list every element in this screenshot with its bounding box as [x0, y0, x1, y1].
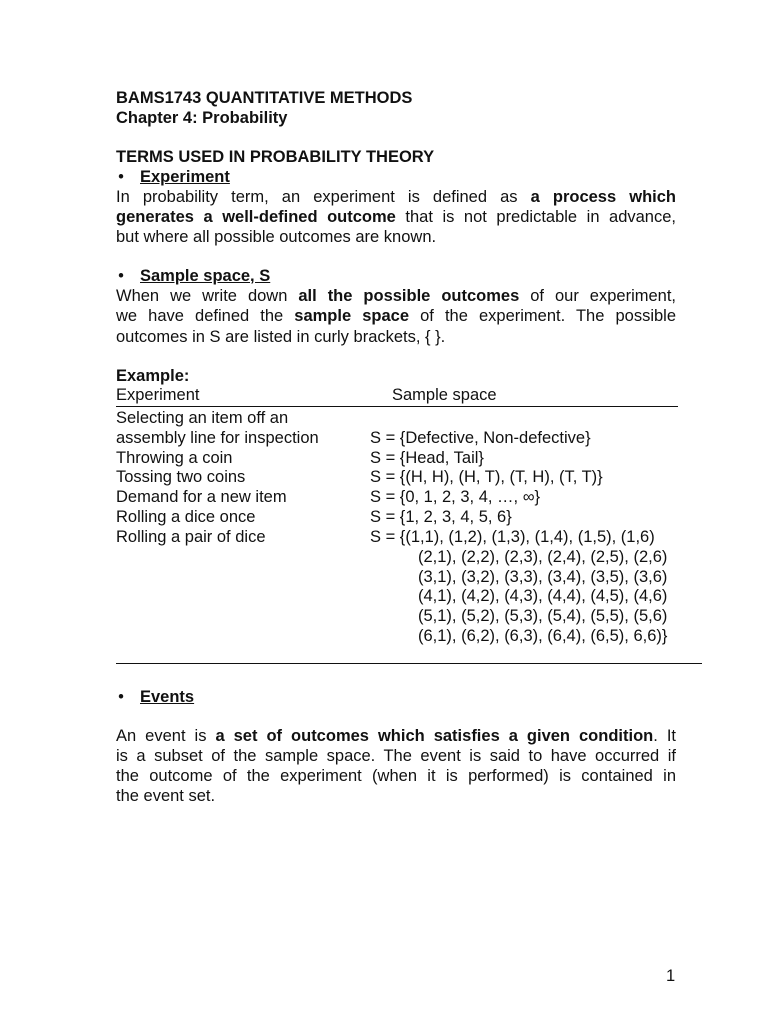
bold-run: a process which	[530, 188, 676, 206]
bold-run: all the possible outcomes	[298, 287, 520, 305]
experiment-heading: Experiment	[140, 168, 230, 186]
column-header-sample-space: Sample space	[392, 386, 497, 404]
bold-run: sample space	[294, 307, 410, 325]
chapter-title: Chapter 4: Probability	[116, 109, 288, 127]
dice-continuation-line: (6,1), (6,2), (6,3), (6,4), (6,5), 6,6)}	[418, 627, 668, 645]
table-row-experiment: Rolling a pair of dice	[116, 528, 266, 546]
experiment-line-1	[116, 187, 676, 207]
text-run: we have defined the	[116, 307, 295, 325]
dice-continuation-line: (2,1), (2,2), (2,3), (2,4), (2,5), (2,6)	[418, 548, 668, 566]
sample-space-line-2	[116, 306, 676, 326]
table-row-experiment: assembly line for inspection	[116, 429, 319, 447]
table-row-sample-space: S = {Defective, Non-defective}	[370, 429, 591, 447]
column-header-experiment: Experiment	[116, 386, 200, 404]
text-run: An event is	[116, 727, 216, 745]
table-row-sample-space: S = {(H, H), (H, T), (T, H), (T, T)}	[370, 468, 603, 486]
text-run: . It	[653, 727, 676, 745]
course-title: BAMS1743 QUANTITATIVE METHODS	[116, 89, 413, 107]
text-run: In probability term, an experiment is defined as	[116, 188, 531, 206]
bold-run: a set of outcomes which satisfies a given condition	[215, 727, 654, 745]
experiment-line-2	[116, 207, 676, 227]
bullet-dot: •	[118, 688, 124, 706]
section-title: TERMS USED IN PROBABILITY THEORY	[116, 148, 435, 166]
bullet-dot: •	[118, 267, 124, 285]
table-bottom-rule	[116, 663, 702, 664]
table-row-sample-space: S = {1, 2, 3, 4, 5, 6}	[370, 508, 512, 526]
page-number: 1	[666, 967, 676, 985]
table-header-rule	[116, 406, 678, 407]
table-row-experiment: Rolling a dice once	[116, 508, 256, 526]
table-row-experiment: Throwing a coin	[116, 449, 233, 467]
events-heading: Events	[140, 688, 195, 706]
text-run: of our experiment,	[519, 287, 676, 305]
table-row-experiment: Tossing two coins	[116, 468, 246, 486]
bullet-dot: •	[118, 168, 124, 186]
table-row-sample-space: S = {Head, Tail}	[370, 449, 484, 467]
table-row-experiment: Demand for a new item	[116, 488, 287, 506]
table-row-sample-space: S = {(1,1), (1,2), (1,3), (1,4), (1,5), (1,6)	[370, 528, 655, 546]
text-run: When we write down	[116, 287, 299, 305]
sample-space-line-3: outcomes in S are listed in curly brackets, { }.	[116, 328, 446, 346]
events-line-2: is a subset of the sample space. The event is said to have occurred if	[116, 747, 676, 765]
events-line-4: the event set.	[116, 787, 216, 805]
text-run: of the experiment. The possible	[409, 307, 677, 325]
experiment-line-3: but where all possible outcomes are known.	[116, 228, 437, 246]
example-label: Example:	[116, 367, 190, 385]
events-line-3: the outcome of the experiment (when it is performed) is contained in	[116, 767, 676, 785]
sample-space-line-1	[116, 286, 676, 306]
dice-continuation-line: (5,1), (5,2), (5,3), (5,4), (5,5), (5,6)	[418, 607, 668, 625]
bold-run: generates a well-defined outcome	[116, 208, 396, 226]
dice-continuation-line: (3,1), (3,2), (3,3), (3,4), (3,5), (3,6)	[418, 568, 668, 586]
sample-space-heading: Sample space, S	[140, 267, 271, 285]
table-row-experiment: Selecting an item off an	[116, 409, 289, 427]
table-row-sample-space: S = {0, 1, 2, 3, 4, …, ∞}	[370, 488, 540, 506]
events-line-1	[116, 726, 676, 746]
text-run: that is not predictable in advance,	[395, 208, 676, 226]
dice-continuation-line: (4,1), (4,2), (4,3), (4,4), (4,5), (4,6)	[418, 587, 668, 605]
